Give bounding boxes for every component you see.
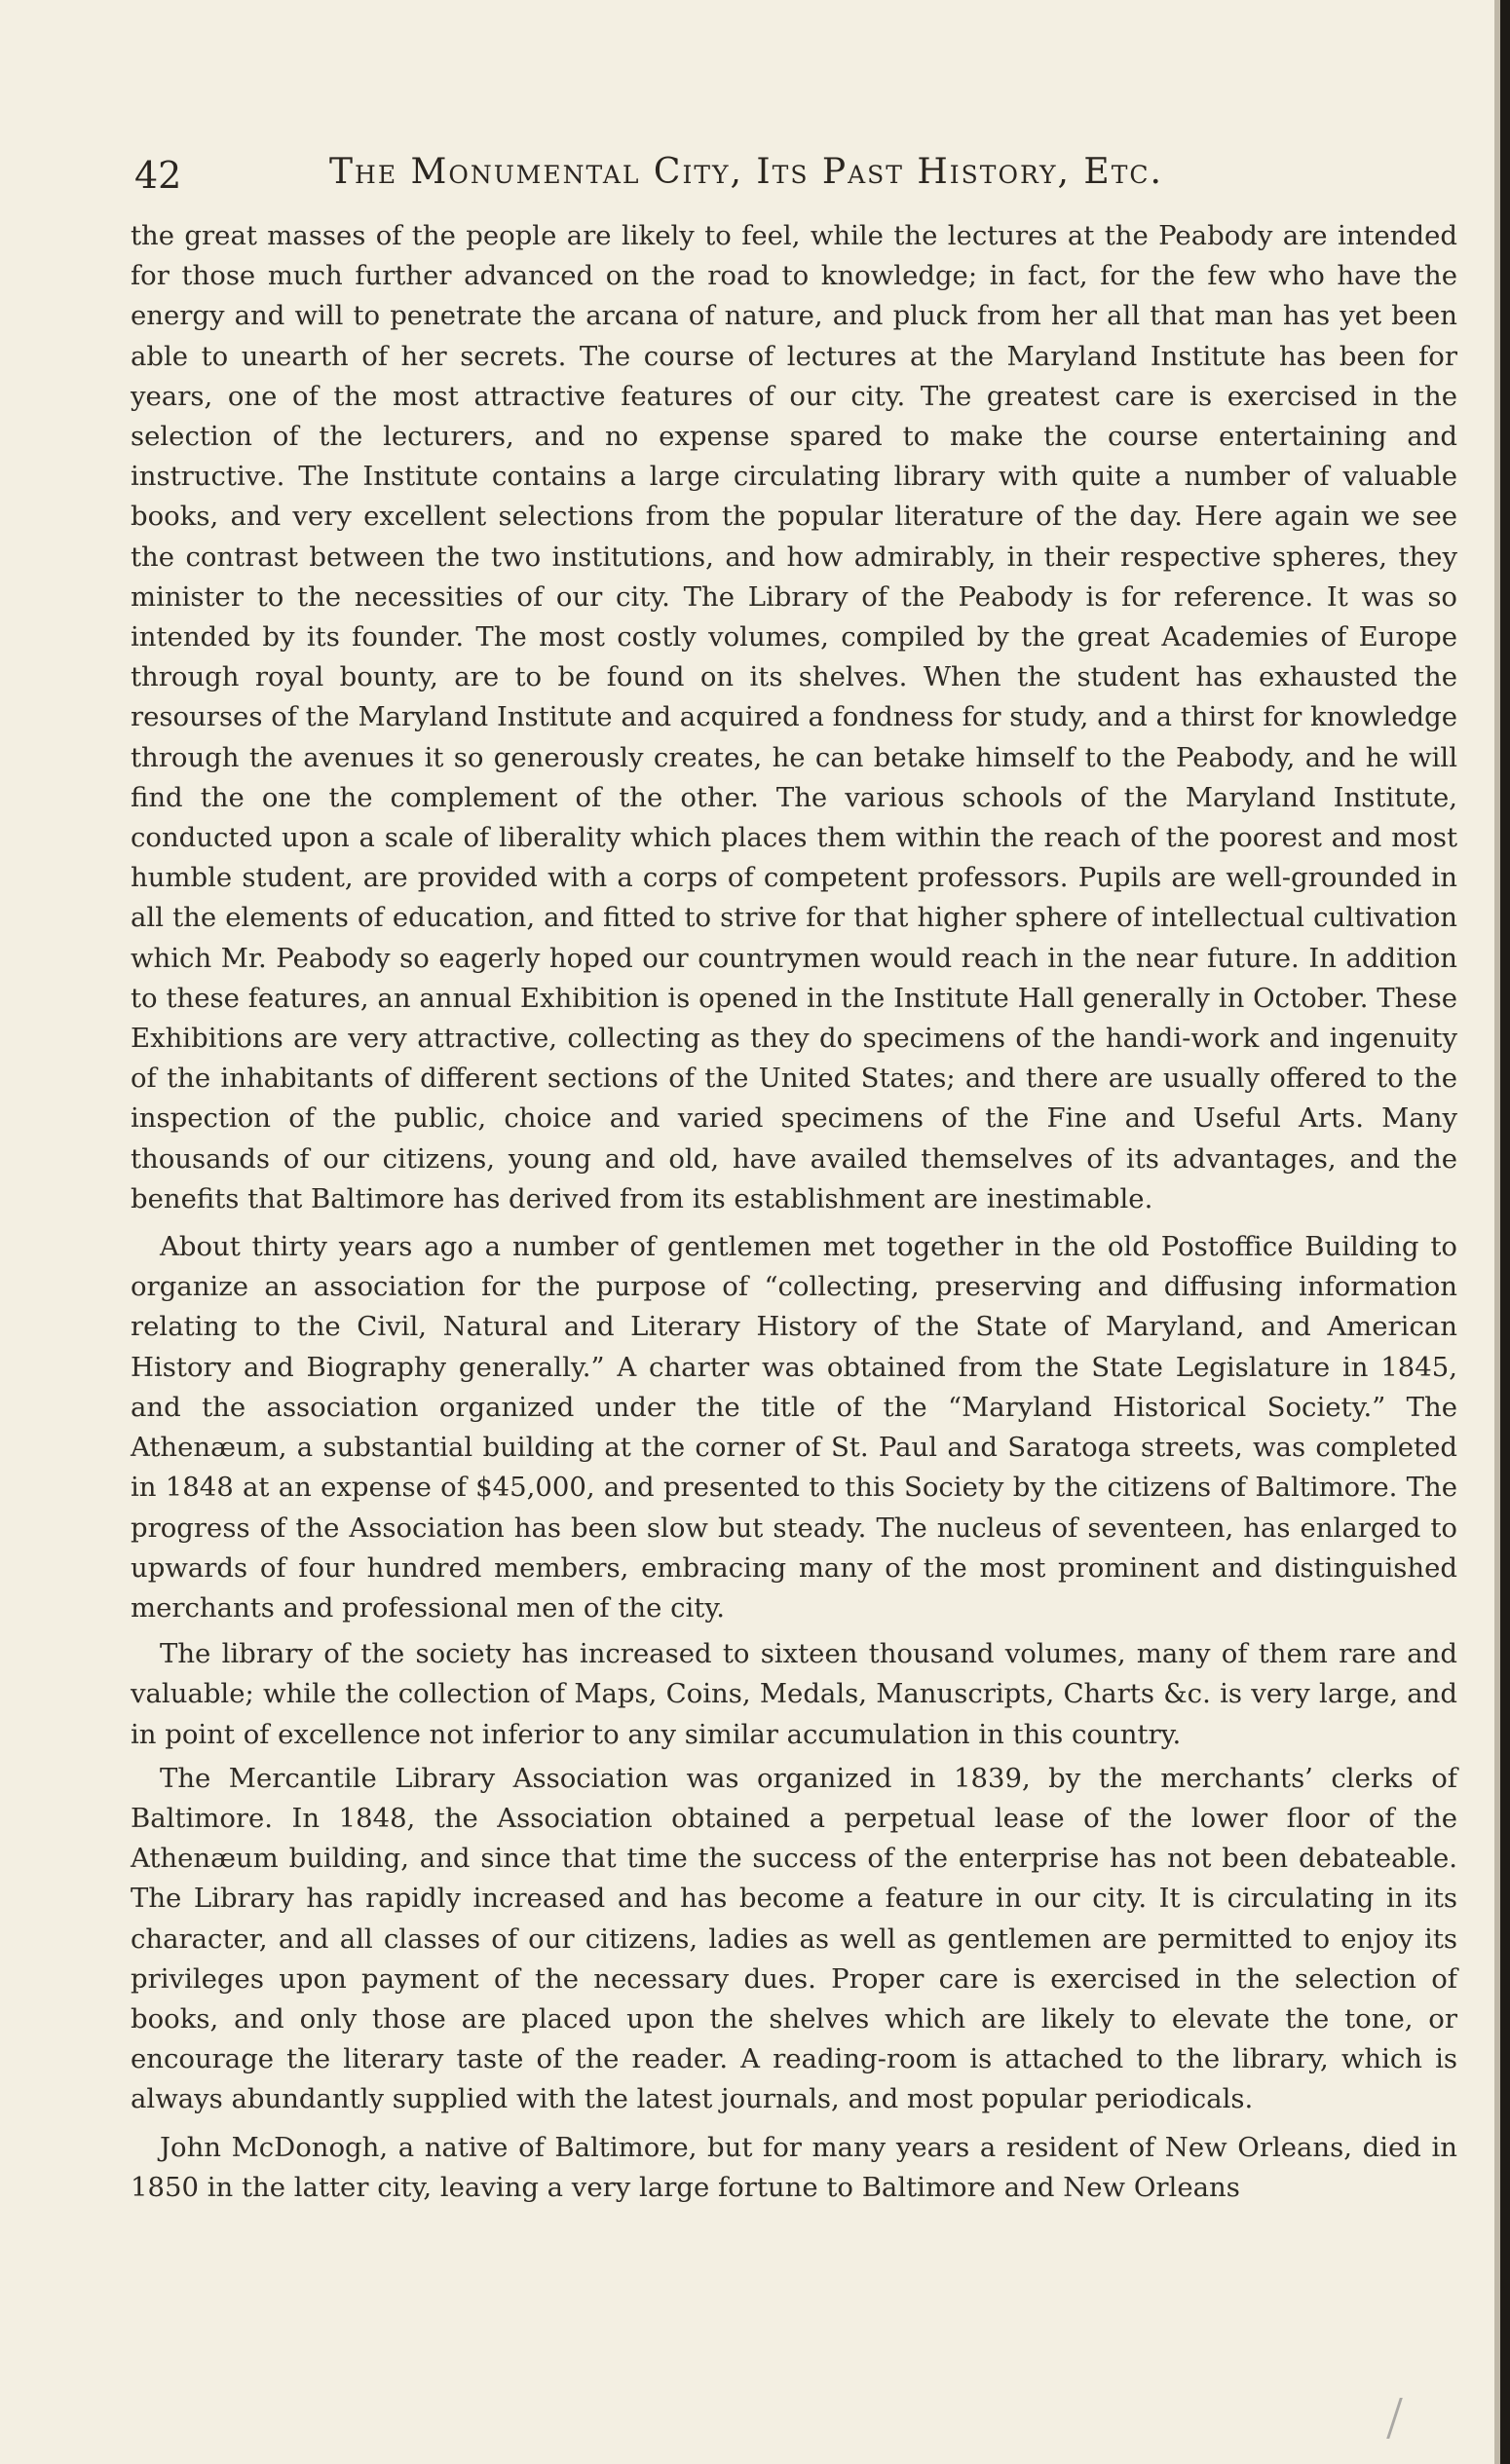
body-text [131,216,1457,2208]
running-title: The Monumental City, Its Past History, Etc. [329,152,1163,192]
paragraph-mercantile-library: The Mercantile Library Association was organized in 1839, by the merchants’ clerks of Baltimore. In 1848, the Association obtained a perpetual lease of the lower floor of the Athenæum building, and since that time the success of the enterprise has not been debateable. The Library has rapidly increased and has become a feature in our city. It is circulating in its character, and all classes of our citizens, ladies as well as gentlemen are permitted to enjoy its privileges upon payment of the necessary dues. Proper care is exercised in the selection of books, and only those are placed upon the shelves which are likely to elevate the tone, or encourage the literary taste of the reader. A reading-room is attached to the library, which is always abundantly supplied with the latest journals, and most popular periodicals. [131,1762,1457,2115]
page-header [134,146,1459,205]
paragraph-institutions: the great masses of the people are likely to feel, while the lectures at the Peabody are intended for those much further advanced on the road to knowledge; in fact, for the few who have the energy and will to penetrate the arcana of nature, and pluck from her all that man has yet been able to unearth of her secrets. The course of lectures at the Maryland Institute has been for years, one of the most attractive features of our city. The greatest care is exercised in the selection of the lecturers, and no expense spared to make the course entertaining and instructive. The Institute contains a large circulating library with quite a number of valuable books, and very excellent selections from the popular literature of the day. Here again we see the contrast between the two institutions, and how admirably, in their respective spheres, they minister to the necessities of our city. The Library of the Peabody is for reference. It was so intended by its founder. The most costly volumes, compiled by the great Academies of Europe through royal bounty, are to be found on its shelves. When the student has exhausted the resourses of the Maryland Institute and acquired a fondness for study, and a thirst for knowledge through the avenues it so generously creates, he can betake himself to the Peabody, and he will find the one the complement of the other. The various schools of the Maryland Institute, conducted upon a scale of liberality which places them within the reach of the poorest and most humble student, are provided with a corps of competent professors. Pupils are well-grounded in all the elements of education, and fitted to strive for that higher sphere of intellectual cultivation which Mr. Peabody so eagerly hoped our countrymen would reach in the near future. In addition to these features, an annual Exhibition is opened in the Institute Hall generally in October. These Exhibitions are very attractive, collecting as they do specimens of the handi-work and ingenuity of the inhabitants of different sections of the United States; and there are usually offered to the inspection of the public, choice and varied specimens of the Fine and Useful Arts. Many thousands of our citizens, young and old, have availed themselves of its advantages, and the benefits that Baltimore has derived from its establishment are inestimable. [131,220,1457,1214]
paragraph-historical-society: About thirty years ago a number of gentlemen met together in the old Postoffice Building to organize an association for the purpose of “collecting, preserving and diffusing information relating to the Civil, Natural and Literary History of the State of Maryland, and American History and Biography generally.” A charter was obtained from the State Legislature in 1845, and the association organized under the title of the “Maryland Historical Society.” The Athenæum, a substantial building at the corner of St. Paul and Saratoga streets, was completed in 1848 at an expense of $45,000, and presented to this Society by the citizens of Baltimore. The progress of the Association has been slow but steady. The nucleus of seventeen, has enlarged to upwards of four hundred members, embracing many of the most prominent and distinguished merchants and professional men of the city. [131,1231,1457,1624]
pencil-mark [1367,2398,1403,2439]
page-edge [1500,0,1510,2464]
paragraph-mcdonogh: John McDonogh, a native of Baltimore, but for many years a resident of New Orleans, died in 1850 in the latter city, leaving a very large fortune to Baltimore and New Orleans [131,2131,1457,2203]
page-number: 42 [134,154,182,197]
paragraph-society-library: The library of the society has increased to sixteen thousand volumes, many of them rare and valuable; while the collection of Maps, Coins, Medals, Manuscripts, Charts &c. is very large, and in point of excellence not inferior to any similar accumulation in this country. [131,1638,1457,1750]
